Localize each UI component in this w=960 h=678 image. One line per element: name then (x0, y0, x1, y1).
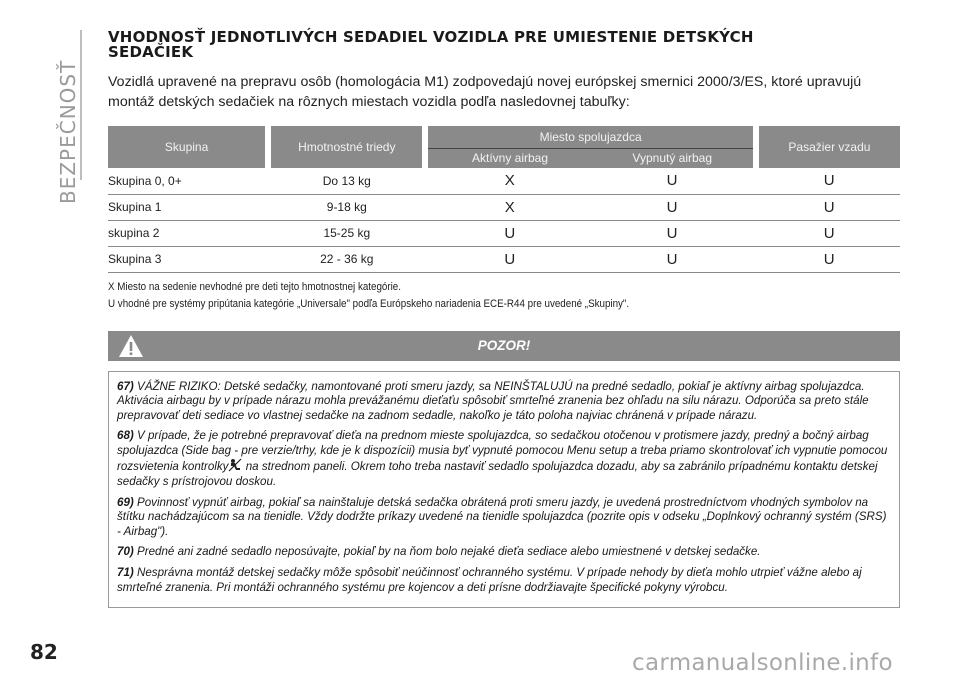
warning-item-number: 67) (117, 379, 137, 393)
warning-item-text: VÁŽNE RIZIKO: Detské sedačky, namontované proti smeru jazdy, sa NEINŠTALUJÚ na predné sedadlo, pokiaľ je aktívny airbag spolujazdca. Aktivácia airbagu by v prípade nárazu mohla prevážanému dieťaťu spôsobiť smrteľné zranenia bez ohľadu na silu nárazu. Odporúča sa preto stále prepravovať deti sediace vo vlastnej sedačke na zadnom sedadle, nakoľko je táto poloha najviac chránená v prípade nárazu. (117, 379, 869, 422)
warning-item (117, 380, 891, 424)
warning-item-text-cont: na strednom paneli. Okrem toho treba nastaviť sedadlo spolujazdca dozadu, aby sa zabránilo prípadnému kontaktu detskej sedačky s prístrojovou doskou. (117, 460, 878, 489)
section-title-line-2: SEDAČIEK (108, 43, 194, 61)
warning-item-text: Nesprávna montáž detskej sedačky môže spôsobiť neúčinnosť ochranného systému. V prípade nehody by dieťa mohlo utrpieť vážne alebo aj smrteľné zranenia. Pri montáži ochranného systému pre kojencov a deti prísne dodržiavajte špecifické pokyny výrobcu. (117, 566, 862, 594)
table-row (108, 220, 900, 246)
cell-airbag-active: U (428, 246, 591, 272)
cell-rear: U (759, 168, 900, 194)
cell-group: Skupina 3 (108, 246, 265, 272)
cell-airbag-active: X (428, 168, 591, 194)
child-seat-suitability-table (108, 126, 900, 273)
intro-paragraph: Vozidlá upravené na prepravu osôb (homologácia M1) zodpovedajú novej európskej smernici 2000/3/ES, ktoré upravujú montáž detských sedačiek na rôznych miestach vozidla podľa nasledovnej tabuľky: (108, 74, 862, 110)
warning-item-text: Predné ani zadné sedadlo neposúvajte, pokiaľ by na ňom bolo nejaké dieťa sediace alebo umiestnené v detskej sedačke. (136, 545, 761, 559)
warning-header (108, 331, 900, 361)
section-side-tab (0, 30, 82, 204)
warning-item-number: 71) (117, 566, 137, 580)
page-content (108, 30, 900, 608)
warning-triangle-icon (118, 334, 144, 358)
warning-item-number: 69) (117, 495, 137, 509)
cell-weight: 9-18 kg (271, 194, 422, 220)
table-notes (108, 279, 899, 313)
table-row (108, 168, 900, 194)
cell-group: Skupina 1 (108, 194, 265, 220)
cell-airbag-disabled: U (592, 168, 753, 194)
cell-airbag-active: X (428, 194, 591, 220)
header-rear-passenger: Pasažier vzadu (759, 126, 900, 168)
table-row (108, 246, 900, 272)
note-x: X Miesto na sedenie nevhodné pre deti tejto hmotnostnej kategórie. (108, 280, 401, 293)
warning-item (117, 429, 891, 489)
cell-rear: U (759, 220, 900, 246)
warning-item-number: 68) (117, 429, 137, 443)
cell-rear: U (759, 194, 900, 220)
cell-airbag-disabled: U (592, 246, 753, 272)
warning-title: POZOR! (477, 337, 531, 353)
warning-item (117, 496, 891, 540)
note-u: U vhodné pre systémy pripútania kategórie „Universale" podľa Európskeho nariadenia ECE-R44 pre uvedené „Skupiny". (108, 297, 630, 310)
header-group: Skupina (108, 126, 265, 168)
section-tab-label: BEZPEČNOSŤ (56, 59, 80, 204)
header-passenger-seat: Miesto spolujazdca (428, 126, 752, 148)
section-title (108, 30, 900, 60)
cell-weight: 15-25 kg (271, 220, 422, 246)
warning-item-text: V prípade, že je potrebné prepravovať dieťa na prednom mieste spolujazdca, so sedačkou otočenou v protismere jazdy, predný a bočný airbag spolujazdca (Side bag - pre verzie/trhy, kde je k dispozícii) musia byť vypnuté pomocou Menu setup a treba priamo skontrolovať ich vypnutie pomocou rozsvietenia kontrolky (117, 429, 888, 474)
cell-weight: 22 - 36 kg (271, 246, 422, 272)
page-number: 82 (30, 640, 58, 664)
table-row (108, 194, 900, 220)
warning-box (108, 371, 900, 609)
warning-item-number: 70) (117, 545, 137, 559)
warning-item (117, 566, 891, 595)
cell-airbag-active: U (428, 220, 591, 246)
warning-item-text: Povinnosť vypnúť airbag, pokiaľ sa nainštaluje detská sedačka obrátená proti smeru jazdy, je uvedená prostredníctvom vhodných symbolov na štítku nachádzajúcom sa na tienidle. Vždy dodržte príkazy uvedené na tienidle spolujazdca (pozrite opis v odseku „Doplnkový ochranný systém (SRS) - Airbag"). (117, 495, 887, 538)
header-weight: Hmotnostné triedy (271, 126, 422, 168)
airbag-off-indicator-icon (228, 458, 242, 472)
cell-airbag-disabled: U (592, 220, 753, 246)
cell-group: skupina 2 (108, 220, 265, 246)
warning-item (117, 545, 891, 560)
section-title-line-1: VHODNOSŤ JEDNOTLIVÝCH SEDADIEL VOZIDLA PRE UMIESTENIE DETSKÝCH (108, 28, 754, 46)
header-airbag-active: Aktívny airbag (428, 148, 591, 168)
cell-rear: U (759, 246, 900, 272)
watermark: carmanualsonline.info (632, 650, 893, 676)
cell-airbag-disabled: U (592, 194, 753, 220)
cell-weight: Do 13 kg (271, 168, 422, 194)
header-airbag-disabled: Vypnutý airbag (592, 148, 753, 168)
cell-group: Skupina 0, 0+ (108, 168, 265, 194)
